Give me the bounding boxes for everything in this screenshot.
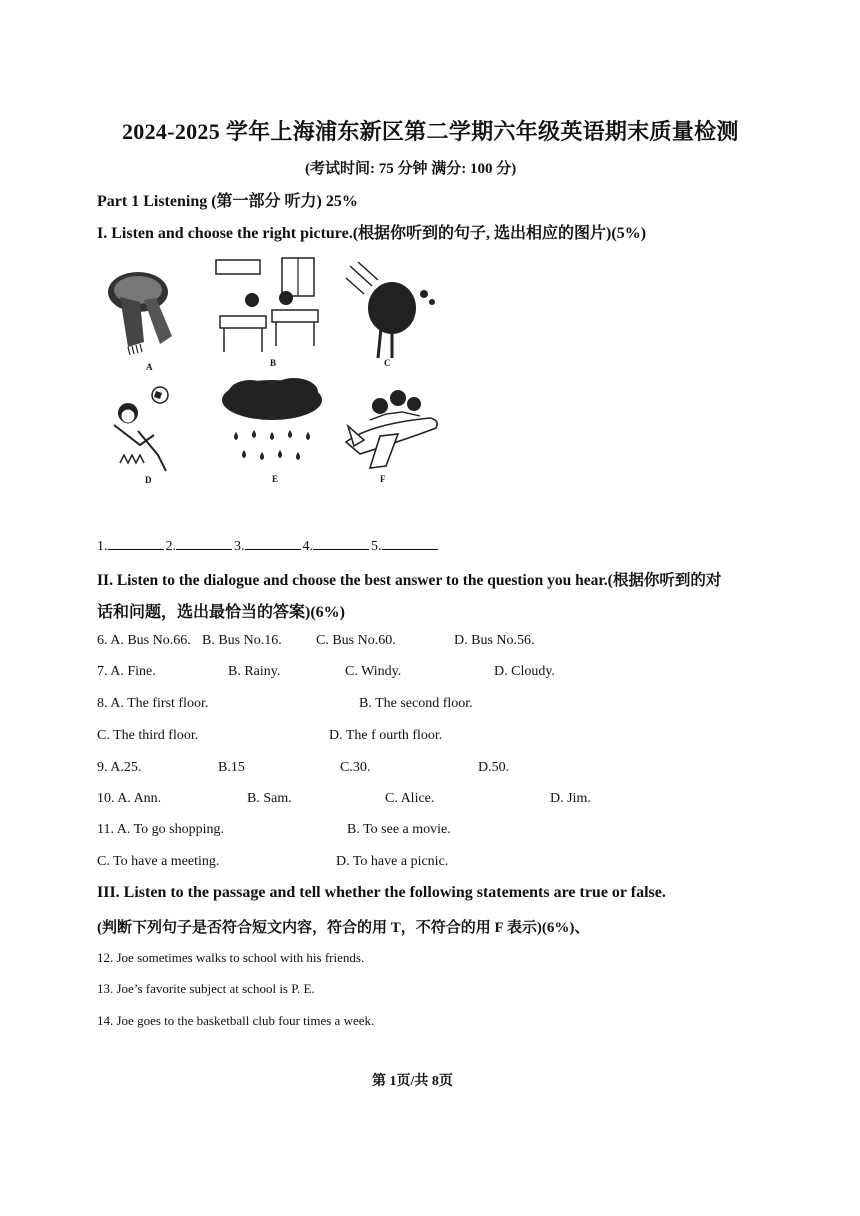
q9-b[interactable]: B.15 [218, 760, 245, 775]
page-number: 第 1页/共 8页 [372, 1074, 453, 1089]
q10-c[interactable]: C. Alice. [385, 791, 435, 806]
exam-subtitle: (考试时间: 75 分钟 满分: 100 分) [305, 161, 517, 177]
picture-a [100, 262, 180, 372]
picture-c-label: C [384, 358, 391, 368]
q7-b[interactable]: B. Rainy. [228, 664, 281, 679]
picture-c [342, 258, 442, 372]
q7-a[interactable]: 7. A. Fine. [97, 664, 156, 679]
q11-c[interactable]: C. To have a meeting. [97, 854, 220, 869]
blank-4[interactable] [313, 537, 369, 550]
blank-2-label: 2. [165, 539, 176, 554]
picture-d-label: D [145, 475, 152, 485]
section3-heading-line2: (判断下列句子是否符合短文内容，符合的用 T，不符合的用 F 表示)(6%)、 [97, 920, 590, 936]
q10-a[interactable]: 10. A. Ann. [97, 791, 162, 806]
section2-heading-line2: 话和问题，选出最恰当的答案)(6%) [97, 604, 345, 621]
statement-12: 12. Joe sometimes walks to school with his friends. [97, 950, 365, 965]
q6-a[interactable]: 6. A. Bus No.66. [97, 633, 191, 648]
q11-a[interactable]: 11. A. To go shopping. [97, 822, 224, 837]
picture-f-label: F [380, 474, 386, 484]
blank-1-label: 1. [97, 539, 108, 554]
picture-e [220, 376, 324, 488]
q8-c[interactable]: C. The third floor. [97, 728, 199, 743]
q11-b[interactable]: B. To see a movie. [347, 822, 451, 837]
q10-d[interactable]: D. Jim. [550, 791, 591, 806]
q6-b[interactable]: B. Bus No.16. [202, 633, 282, 648]
windy-tree-icon [342, 258, 442, 362]
blank-3-label: 3. [234, 539, 245, 554]
blank-3[interactable] [245, 537, 301, 550]
q9-c[interactable]: C.30. [340, 760, 371, 775]
section2-heading-line1: II. Listen to the dialogue and choose the best answer to the question you hear.(根据你听到的对 [97, 572, 722, 589]
section1-heading: I. Listen and choose the right picture.(根据你听到的句子, 选出相应的图片)(5%) [97, 225, 647, 242]
q7-c[interactable]: C. Windy. [345, 664, 402, 679]
picture-b-label: B [270, 358, 277, 368]
picture-a-label: A [146, 362, 153, 372]
blank-1[interactable] [108, 537, 164, 550]
exam-title: 2024-2025 学年上海浦东新区第二学期六年级英语期末质量检测 [122, 119, 739, 144]
q6-d[interactable]: D. Bus No.56. [454, 633, 535, 648]
blank-2[interactable] [176, 537, 232, 550]
q10-b[interactable]: B. Sam. [247, 791, 292, 806]
rain-cloud-icon [220, 376, 324, 474]
blank-5-label: 5. [371, 539, 382, 554]
answer-blanks-row [97, 537, 440, 555]
airplane-icon [340, 376, 444, 476]
picture-d [100, 385, 190, 487]
section3-heading-line1: III. Listen to the passage and tell whether the following statements are true or false. [97, 884, 666, 901]
blank-4-label: 4. [302, 539, 313, 554]
blank-5[interactable] [382, 537, 438, 550]
q9-d[interactable]: D.50. [478, 760, 510, 775]
q7-d[interactable]: D. Cloudy. [494, 664, 555, 679]
statement-14: 14. Joe goes to the basketball club four times a week. [97, 1013, 375, 1028]
q6-c[interactable]: C. Bus No.60. [316, 633, 396, 648]
q9-a[interactable]: 9. A.25. [97, 760, 142, 775]
football-boy-icon [100, 385, 190, 475]
picture-e-label: E [272, 474, 279, 484]
picture-f [340, 376, 444, 488]
statement-13: 13. Joe’s favorite subject at school is P. E. [97, 981, 315, 996]
q11-d[interactable]: D. To have a picnic. [336, 854, 449, 869]
q8-d[interactable]: D. The f ourth floor. [329, 728, 443, 743]
classroom-icon [212, 256, 324, 360]
part1-heading: Part 1 Listening (第一部分 听力) 25% [97, 193, 358, 210]
picture-b [212, 256, 324, 372]
q8-a[interactable]: 8. A. The first floor. [97, 696, 209, 711]
q8-b[interactable]: B. The second floor. [359, 696, 473, 711]
scarf-icon [100, 262, 180, 362]
